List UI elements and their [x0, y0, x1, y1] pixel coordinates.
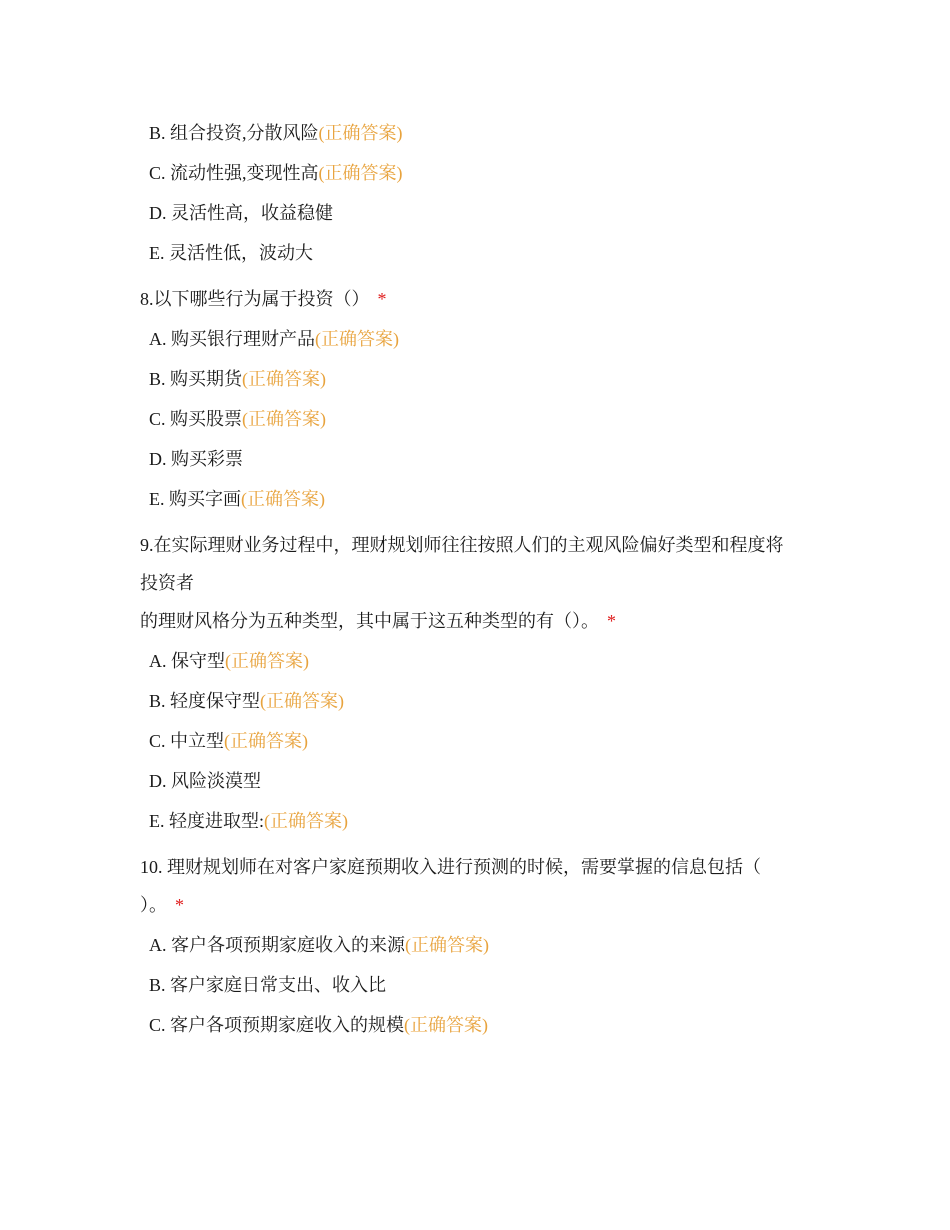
question-8-options — [140, 319, 830, 519]
option-text: 中立型 — [170, 731, 225, 751]
question-10-options — [140, 925, 830, 1045]
question-text-line: 投资者 — [140, 573, 194, 593]
option-8-c — [140, 399, 830, 439]
option-text: 轻度保守型 — [170, 691, 261, 711]
question-text-line: ）。 — [140, 895, 167, 915]
option-letter: D. — [149, 771, 167, 791]
correct-answer-tag: (正确答案) — [224, 731, 309, 751]
option-letter: B. — [149, 975, 166, 995]
option-7-d — [140, 193, 830, 233]
option-letter: E. — [149, 811, 165, 831]
option-7-e — [140, 233, 830, 273]
option-text: 购买股票 — [170, 409, 243, 429]
option-letter: D. — [149, 203, 167, 223]
option-text: 购买字画 — [169, 489, 241, 509]
option-10-b — [140, 965, 830, 1005]
document-page — [140, 113, 830, 1045]
option-text: 客户各项预期家庭收入的来源 — [171, 935, 405, 955]
option-text: 组合投资,分散风险 — [170, 123, 319, 143]
option-letter: C. — [149, 409, 166, 429]
option-letter: B. — [149, 691, 166, 711]
option-9-b — [140, 681, 830, 721]
option-letter: A. — [149, 329, 167, 349]
option-7-c — [140, 153, 830, 193]
option-9-e — [140, 801, 830, 841]
question-text-line: 的理财风格分为五种类型，其中属于这五种类型的有（）。 — [140, 611, 599, 631]
option-9-c — [140, 721, 830, 761]
correct-answer-tag: (正确答案) — [404, 1015, 489, 1035]
question-7-options — [140, 113, 830, 273]
question-text: 8.以下哪些行为属于投资（） — [140, 289, 370, 309]
option-8-a — [140, 319, 830, 359]
option-10-c — [140, 1005, 830, 1045]
correct-answer-tag: (正确答案) — [260, 691, 345, 711]
option-8-b — [140, 359, 830, 399]
option-text: 流动性强,变现性高 — [170, 163, 319, 183]
correct-answer-tag: (正确答案) — [242, 409, 327, 429]
option-8-e — [140, 479, 830, 519]
question-9-options — [140, 641, 830, 841]
option-letter: B. — [149, 369, 166, 389]
option-9-a — [140, 641, 830, 681]
option-8-d — [140, 439, 830, 479]
option-letter: C. — [149, 1015, 166, 1035]
correct-answer-tag: (正确答案) — [405, 935, 489, 955]
correct-answer-tag: (正确答案) — [318, 123, 403, 143]
option-text: 购买银行理财产品 — [171, 329, 315, 349]
option-text: 购买期货 — [170, 369, 243, 389]
question-9-title — [140, 526, 830, 640]
option-letter: E. — [149, 243, 165, 263]
option-text: 灵活性高，收益稳健 — [171, 203, 333, 223]
required-mark: * — [175, 895, 184, 915]
question-text-line: 9.在实际理财业务过程中，理财规划师往往按照人们的主观风险偏好类型和程度将 — [140, 535, 784, 555]
option-9-d — [140, 761, 830, 801]
option-text: 保守型 — [171, 651, 225, 671]
option-letter: A. — [149, 935, 167, 955]
question-10-title — [140, 848, 830, 924]
option-text: 轻度进取型: — [169, 811, 265, 831]
option-letter: B. — [149, 123, 166, 143]
correct-answer-tag: (正确答案) — [315, 329, 399, 349]
option-letter: D. — [149, 449, 167, 469]
question-text-line: 10. 理财规划师在对客户家庭预期收入进行预测的时候，需要掌握的信息包括（ — [140, 857, 761, 877]
option-10-a — [140, 925, 830, 965]
option-letter: E. — [149, 489, 165, 509]
required-mark: * — [377, 289, 387, 309]
required-mark: * — [607, 611, 616, 631]
option-text: 购买彩票 — [171, 449, 243, 469]
option-text: 风险淡漠型 — [171, 771, 261, 791]
correct-answer-tag: (正确答案) — [241, 489, 325, 509]
option-text: 客户家庭日常支出、收入比 — [170, 975, 387, 995]
option-letter: A. — [149, 651, 167, 671]
question-8-title — [140, 280, 830, 318]
correct-answer-tag: (正确答案) — [242, 369, 327, 389]
option-letter: C. — [149, 163, 166, 183]
option-text: 客户各项预期家庭收入的规模 — [170, 1015, 405, 1035]
correct-answer-tag: (正确答案) — [318, 163, 403, 183]
option-7-b — [140, 113, 830, 153]
correct-answer-tag: (正确答案) — [264, 811, 349, 831]
option-text: 灵活性低，波动大 — [169, 243, 313, 263]
correct-answer-tag: (正确答案) — [225, 651, 309, 671]
option-letter: C. — [149, 731, 166, 751]
